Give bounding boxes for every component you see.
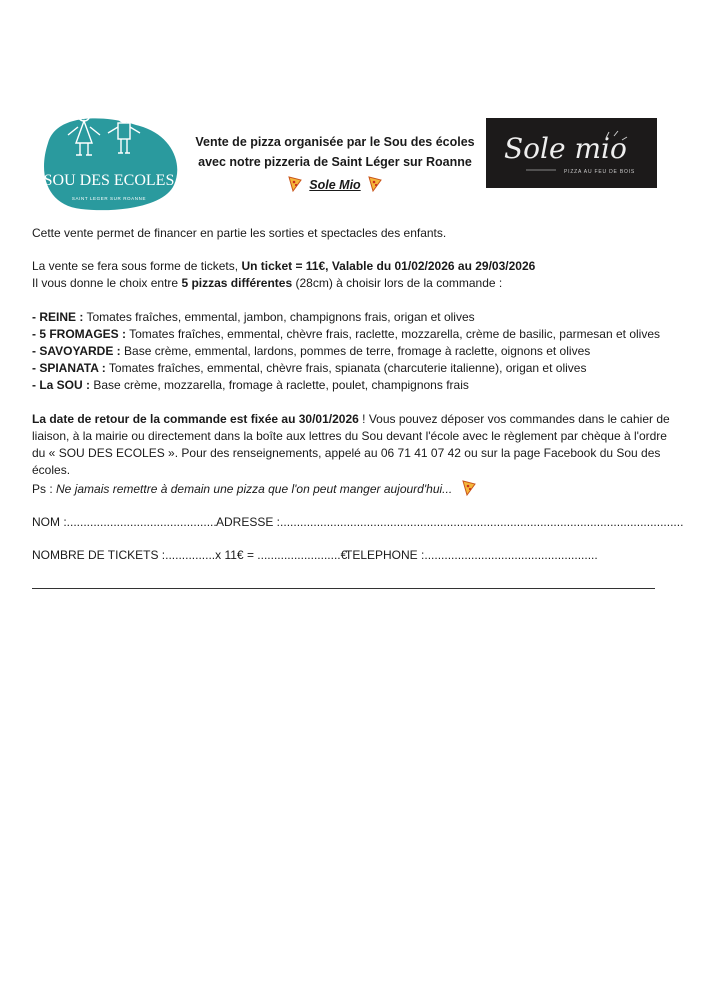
telephone-field[interactable]: TELEPHONE :.................................................... xyxy=(345,548,598,562)
pizza-item: - SPIANATA : Tomates fraîches, emmental, chèvre frais, spianata (charcuterie italienne), origan et olives xyxy=(32,361,587,375)
logo-script: Sole mio xyxy=(504,132,627,165)
title-line-2: avec notre pizzeria de Saint Léger sur Roanne xyxy=(198,155,472,169)
tickets-field[interactable]: NOMBRE DE TICKETS :...............x 11€ = .........................€ xyxy=(32,548,348,562)
ticket-line: La vente se fera sous forme de tickets, Un ticket = 11€, Valable du 01/02/2026 au 29/03/2026 xyxy=(32,259,536,273)
pizza-item: - 5 FROMAGES : Tomates fraîches, emmental, chèvre frais, raclette, mozzarella, crème de basilic, parmesan et olives xyxy=(32,327,661,341)
adresse-field[interactable]: ADRESSE :......................................................................................................................... xyxy=(216,515,684,529)
title-block xyxy=(190,132,480,198)
pizzeria-line xyxy=(190,175,480,198)
title-line-1: Vente de pizza organisée par le Sou des écoles xyxy=(195,135,475,149)
ps-line: Ps : Ne jamais remettre à demain une pizza que l'on peut manger aujourd'hui... xyxy=(32,480,476,501)
pizza-icon xyxy=(368,176,382,198)
sou-des-ecoles-logo xyxy=(36,103,181,215)
pizza-icon xyxy=(288,176,302,198)
return-paragraph: La date de retour de la commande est fixée au 30/01/2026 ! Vous pouvez déposer vos commandes dans le cahier de liaison, à la mairie ou directement dans la boîte aux lettres du Sou devant l'école avec le règlement par chèque à l'ordre du « SOU DES ECOLES ». Pour des renseignements, appelé au 06 71 41 07 42 ou sur la page Facebook du Sou des écoles. xyxy=(32,412,670,477)
logo-tagline: PIZZA AU FEU DE BOIS xyxy=(564,169,636,175)
pizza-item: - La SOU : Base crème, mozzarella, fromage à raclette, poulet, champignons frais xyxy=(32,378,469,392)
nom-field[interactable]: NOM :............................................. xyxy=(32,515,217,529)
pizza-item: - REINE : Tomates fraîches, emmental, jambon, champignons frais, origan et olives xyxy=(32,310,475,324)
pizzeria-name: Sole Mio xyxy=(309,178,361,192)
logo-name: SOU DES ECOLES xyxy=(43,172,175,189)
cut-line-divider xyxy=(32,588,655,589)
intro-text: Cette vente permet de financer en partie les sorties et spectacles des enfants. xyxy=(32,226,447,240)
pizza-item: - SAVOYARDE : Base crème, emmental, lardons, pommes de terre, fromage à raclette, oignons et olives xyxy=(32,344,591,358)
logo-subtitle: SAINT LEGER SUR ROANNE xyxy=(71,196,147,201)
pizza-icon xyxy=(462,480,476,501)
sole-mio-logo xyxy=(486,118,657,188)
choice-line: Il vous donne le choix entre 5 pizzas différentes (28cm) à choisir lors de la commande : xyxy=(32,276,503,290)
